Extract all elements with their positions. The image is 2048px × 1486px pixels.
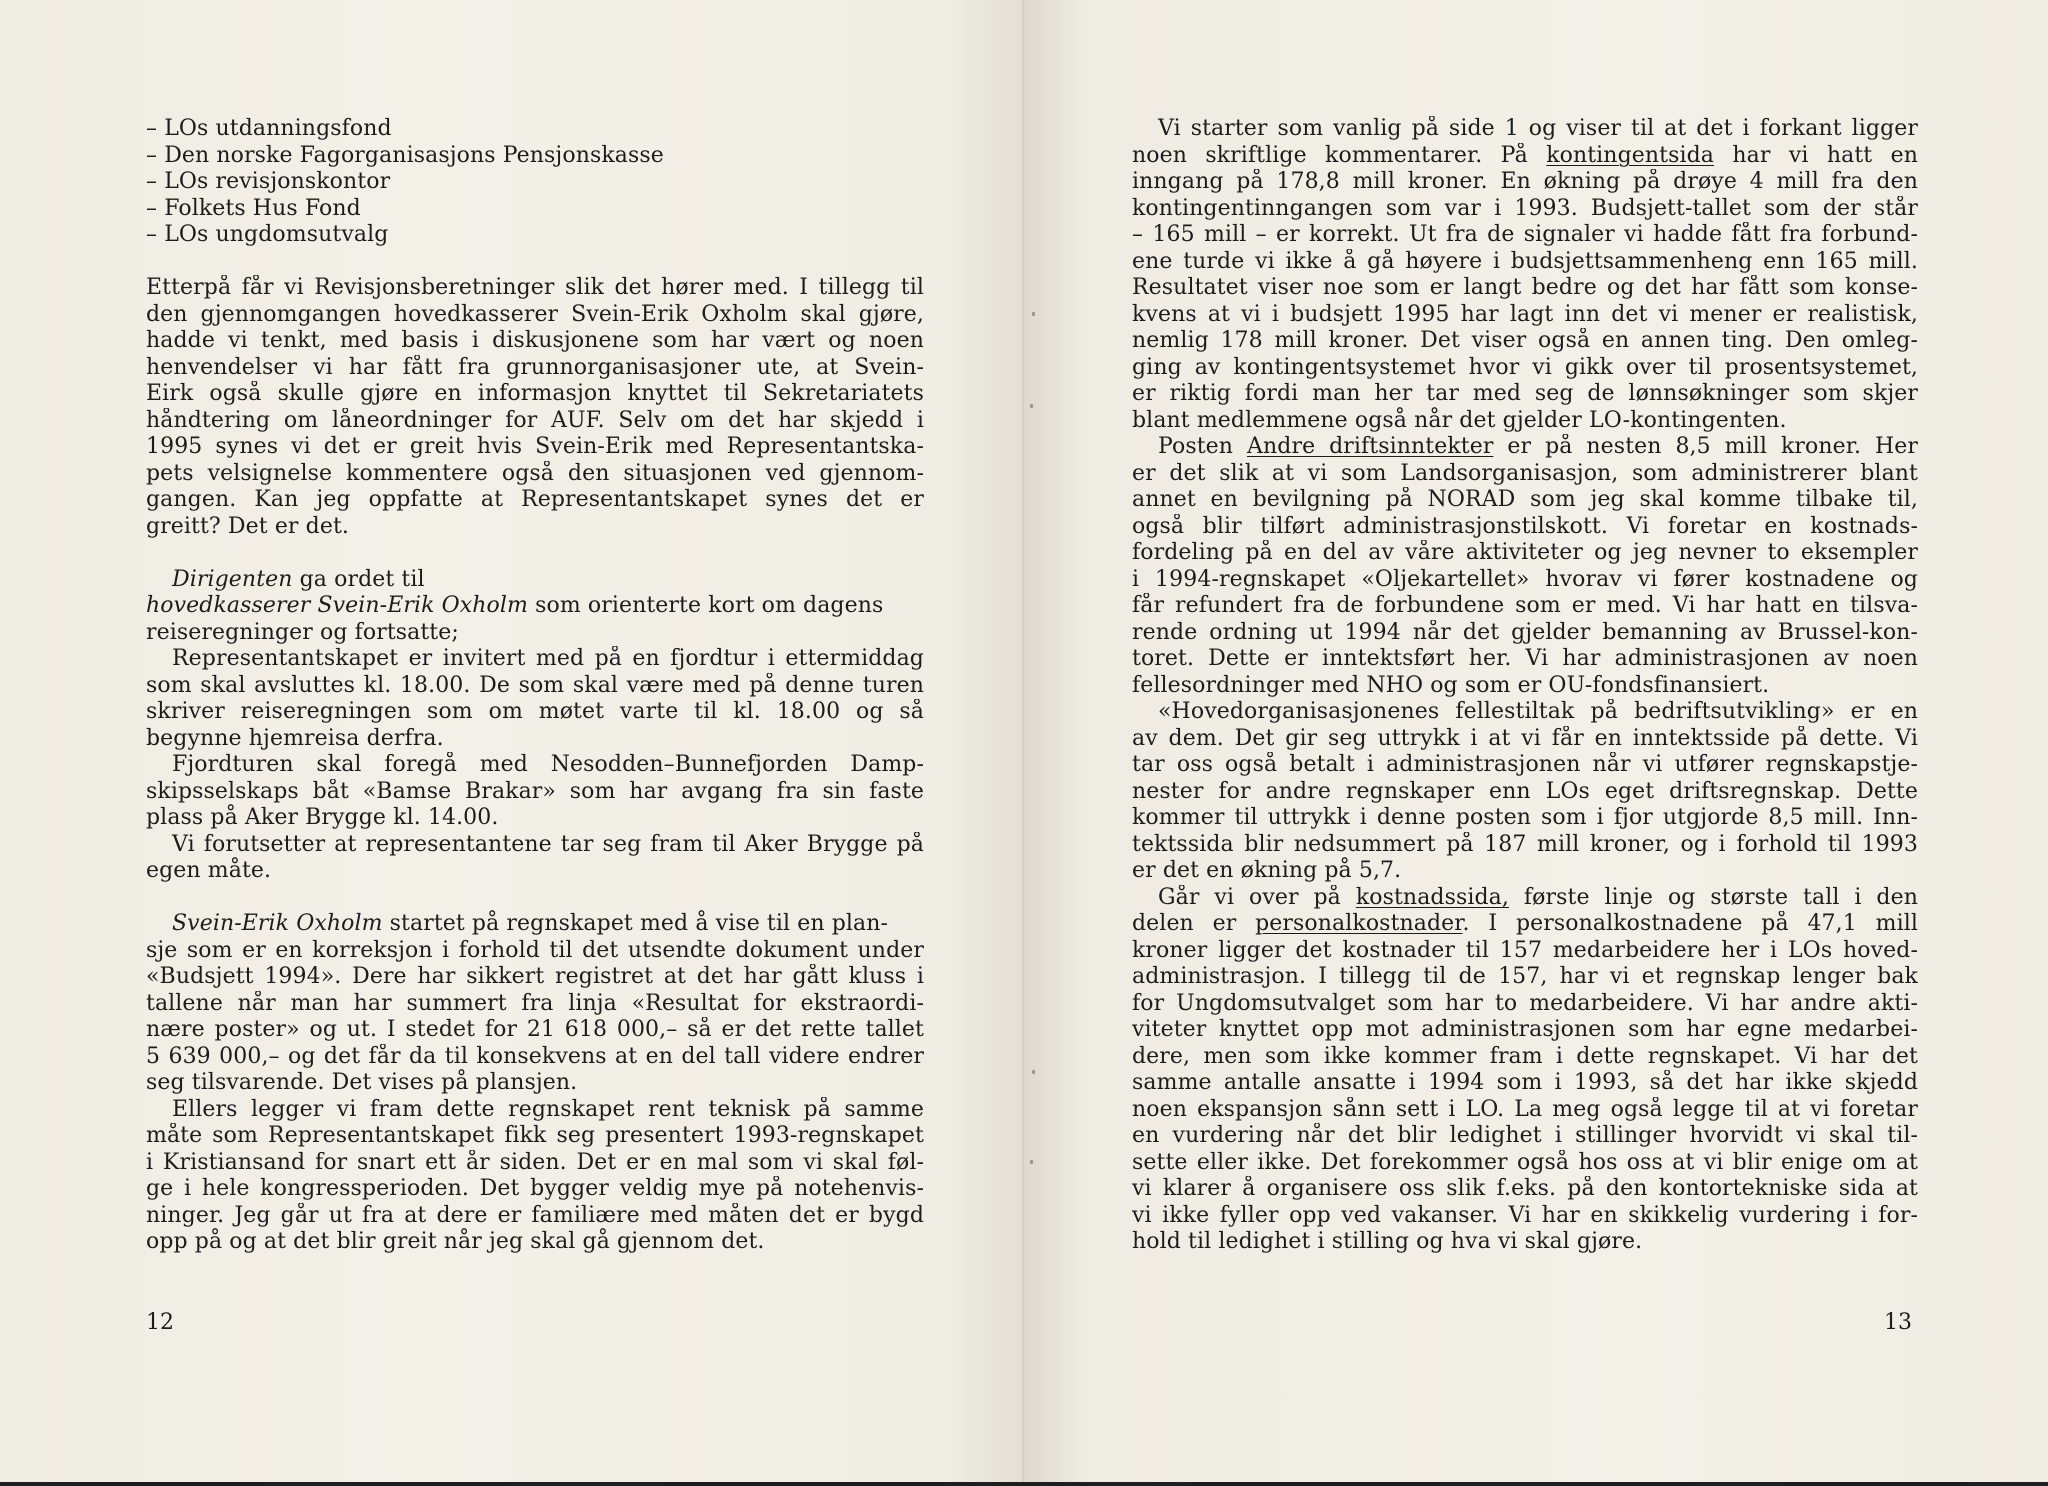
paragraph-line: rende ordning ut 1994 når det gjelder bemanning av Brussel-kon- (1132, 619, 1918, 645)
paragraph-line: egen måte. (146, 858, 272, 883)
list-item: – Folkets Hus Fond (146, 195, 361, 221)
paragraph-line: Etterpå får vi Revisjonsberetninger slik det hører med. I tillegg til (146, 275, 924, 300)
paragraph-line: greitt? Det er det. (146, 513, 349, 539)
paragraph-line: 5 639 000,– og det får da til konsekvens at en del tall videre endrer (146, 1043, 924, 1069)
paragraph-line: ging av kontingentsystemet hvor vi gikk over til prosentsystemet, (1132, 354, 1918, 380)
paragraph-line: henvendelser vi har fått fra grunnorganisasjoner ute, at Svein- (146, 354, 924, 380)
paragraph-line: fellesordninger med NHO og som er OU-fondsfinansiert. (1132, 672, 1770, 698)
paragraph-line: Fjordturen skal foregå med Nesodden–Bunnefjorden Damp- (172, 752, 924, 777)
speaker-line: hovedkasserer Svein-Erik Oxholm som orienterte kort om dagens (146, 593, 884, 618)
paragraph-line: plass på Aker Brygge kl. 14.00. (146, 805, 499, 830)
paragraph-line: tallene når man har summert fra linja «Resultat for ekstraordi- (146, 990, 924, 1016)
paragraph-line: Posten Andre driftsinntekter er på nesten 8,5 mill kroner. Her (1158, 434, 1918, 459)
paragraph-line: sette eller ikke. Det forekommer også hos oss at vi blir enige om at (1132, 1149, 1918, 1175)
speaker-name: Svein-Erik Oxholm (172, 911, 383, 936)
paragraph-line: administrasjon. I tillegg til de 157, har vi et regnskap lenger bak (1132, 964, 1918, 989)
paragraph-line: «Hovedorganisasjonenes fellestiltak på bedriftsutvikling» er en (1158, 699, 1918, 724)
underlined-term: kontingentsida (1546, 142, 1715, 168)
paragraph-line: som skal avsluttes kl. 18.00. De som skal være med på denne turen (146, 672, 924, 698)
right-page-text (1132, 116, 1918, 1256)
paragraph-line: den gjennomgangen hovedkasserer Svein-Erik Oxholm skal gjøre, (146, 301, 924, 327)
paragraph-line: kvens at vi i budsjett 1995 har lagt inn det vi mener er realistisk, (1132, 301, 1918, 327)
paragraph-line: kroner ligger det kostnader til 157 medarbeidere her i LOs hoved- (1132, 937, 1918, 963)
page-number: 13 (1884, 1310, 1912, 1335)
paragraph-line: i Kristiansand for snart ett år siden. Det er en mal som vi skal føl- (146, 1149, 924, 1175)
paragraph-line: en vurdering når det blir ledighet i stillinger hvorvidt vi skal til- (1132, 1123, 1918, 1148)
paragraph-line: kontingentinngangen som var i 1993. Budsjett-tallet som der står (1132, 195, 1918, 221)
paragraph-line: hold til ledighet i stilling og hva vi skal gjøre. (1132, 1229, 1643, 1254)
paragraph-line: «Budsjett 1994». Dere har sikkert registret at det har gått kluss i (146, 964, 924, 989)
list-item: – LOs ungdomsutvalg (146, 222, 389, 247)
paper-speck (1032, 312, 1035, 316)
paragraph-line: viteter knyttet opp mot administrasjonen som har egne medarbei- (1132, 1017, 1918, 1042)
underlined-term: personalkostnader (1255, 911, 1463, 936)
paragraph-line: begynne hjemreisa derfra. (146, 725, 444, 751)
paragraph-line: annet en bevilgning på NORAD som jeg skal komme tilbake til, (1132, 487, 1918, 512)
paragraph-line: er det slik at vi som Landsorganisasjon, som administrerer blant (1132, 460, 1918, 486)
paragraph-line: ene turde vi ikke å gå høyere i budsjettsammenheng enn 165 mill. (1132, 248, 1918, 274)
paragraph-line: blant medlemmene også når det gjelder LO-kontingenten. (1132, 407, 1787, 433)
paragraph-line: hadde vi tenkt, med basis i diskusjonene som har vært og noen (146, 328, 924, 353)
paragraph-line: vi ikke fyller opp ved vakanser. Vi har en skikkelig vurdering i for- (1132, 1202, 1918, 1228)
paragraph-line: nemlig 178 mill kroner. Det viser også en annen ting. Den omleg- (1132, 328, 1918, 353)
paragraph-line: ninger. Jeg går ut fra at dere er familiære med måten det er bygd (146, 1202, 924, 1228)
paragraph-line: samme antalle ansatte i 1994 som i 1993, så det har ikke skjedd (1132, 1070, 1918, 1095)
paragraph-line: delen er personalkostnader. I personalkostnadene på 47,1 mill (1132, 911, 1918, 936)
paragraph-line: opp på og at det blir greit når jeg skal gå gjennom det. (146, 1229, 765, 1254)
paragraph-line: Eirk også skulle gjøre en informasjon knyttet til Sekretariatets (146, 381, 924, 406)
paragraph-line: skipsselskaps båt «Bamse Brakar» som har avgang fra sin faste (146, 778, 924, 804)
paragraph-line: Representantskapet er invitert med på en fjordtur i ettermiddag (172, 646, 924, 671)
paragraph-line: kommer til uttrykk i denne posten som i fjor utgjorde 8,5 mill. Inn- (1132, 805, 1918, 830)
paragraph-line: pets velsignelse kommentere også den situasjonen ved gjennom- (146, 460, 924, 486)
underlined-term: Andre driftsinntekter (1247, 434, 1494, 459)
list-item: – Den norske Fagorganisasjons Pensjonskasse (146, 142, 664, 168)
paragraph-line: ge i hele kongressperioden. Det bygger veldig mye på notehenvis- (146, 1176, 924, 1201)
paragraph-line: inngang på 178,8 mill kroner. En økning på drøye 4 mill fra den (1132, 169, 1918, 194)
paper-speck (1030, 1160, 1033, 1164)
underlined-term: kostnadssida, (1355, 884, 1509, 910)
paragraph-line: måte som Representantskapet fikk seg presentert 1993-regnskapet (146, 1123, 924, 1148)
paper-speck (1032, 1070, 1035, 1074)
paragraph-line: Vi forutsetter at representantene tar seg fram til Aker Brygge på (172, 831, 924, 857)
left-page-text (146, 116, 924, 1256)
paragraph-line: 1995 synes vi det er greit hvis Svein-Erik med Representantska- (146, 434, 924, 459)
paper-speck (1030, 404, 1033, 408)
paragraph-line: gangen. Kan jeg oppfatte at Representantskapet synes det er (146, 487, 924, 512)
speaker-line: Svein-Erik Oxholm startet på regnskapet med å vise til en plan- (172, 911, 889, 936)
paragraph-line: seg tilsvarende. Det vises på plansjen. (146, 1070, 578, 1095)
speaker-name: Dirigenten (172, 566, 293, 592)
page-number: 12 (146, 1310, 174, 1335)
paragraph-line: håndtering om låneordninger for AUF. Selv om det har skjedd i (146, 407, 924, 433)
paragraph-line: Går vi over på kostnadssida, første linje og største tall i den (1158, 884, 1918, 910)
paragraph-line: Ellers legger vi fram dette regnskapet rent teknisk på samme (172, 1096, 924, 1122)
paragraph-line: skriver reiseregningen som om møtet varte til kl. 18.00 og så (146, 699, 924, 724)
paragraph-line: får refundert fra de forbundene som er med. Vi har hatt en tilsva- (1132, 593, 1918, 618)
page-bottom-edge (0, 1482, 2048, 1486)
paragraph-line: tektssida blir nedsummert på 187 mill kroner, og i forhold til 1993 (1132, 831, 1918, 857)
paragraph-line: i 1994-regnskapet «Oljekartellet» hvorav vi fører kostnadene og (1132, 566, 1918, 592)
paragraph-line: er riktig fordi man her tar med seg de lønnsøkninger som skjer (1132, 381, 1918, 406)
list-item: – LOs utdanningsfond (146, 116, 392, 141)
paragraph-line: vi klarer å organisere oss slik f.eks. på den kontortekniske sida at (1132, 1176, 1918, 1201)
paragraph-line: for Ungdomsutvalget som har to medarbeidere. Vi har andre akti- (1132, 990, 1918, 1016)
paragraph-line: tar oss også betalt i administrasjonen når vi utfører regnskapstje- (1132, 752, 1918, 777)
list-item: – LOs revisjonskontor (146, 169, 391, 194)
paragraph-line: – 165 mill – er korrekt. Ut fra de signaler vi hadde fått fra forbund- (1132, 222, 1918, 247)
paragraph-line: sje som er en korreksjon i forhold til det utsendte dokument under (146, 937, 924, 963)
paragraph-line: nære poster» og ut. I stedet for 21 618 000,– så er det rette tallet (146, 1017, 924, 1042)
paragraph-line: fordeling på en del av våre aktiviteter og jeg nevner to eksempler (1132, 540, 1918, 565)
paragraph-line: dere, men som ikke kommer fram i dette regnskapet. Vi har det (1132, 1043, 1918, 1069)
paragraph-line: toret. Dette er inntektsført her. Vi har administrasjonen av noen (1132, 646, 1918, 671)
paragraph-line: også blir tilført administrasjonstilskott. Vi foretar en kostnads- (1132, 513, 1918, 539)
paragraph-line: Resultatet viser noe som er langt bedre og det har fått som konse- (1132, 275, 1918, 300)
speaker-name: hovedkasserer Svein-Erik Oxholm (146, 593, 528, 618)
speaker-line: Dirigenten ga ordet til (172, 566, 425, 592)
paragraph-line: noen ekspansjon sånn sett i LO. La meg også legge til at vi foretar (1132, 1096, 1918, 1122)
paragraph-line: Vi starter som vanlig på side 1 og viser til at det i forkant ligger (1158, 116, 1918, 141)
paragraph-line: nester for andre regnskaper enn LOs eget driftsregnskap. Dette (1132, 778, 1918, 804)
paragraph-line: av dem. Det gir seg uttrykk i at vi får en inntektsside på dette. Vi (1132, 725, 1918, 751)
paragraph-line: er det en økning på 5,7. (1132, 858, 1402, 883)
paragraph-line: reiseregninger og fortsatte; (146, 619, 459, 645)
paragraph-line: noen skriftlige kommentarer. På kontingentsida har vi hatt en (1132, 142, 1918, 168)
